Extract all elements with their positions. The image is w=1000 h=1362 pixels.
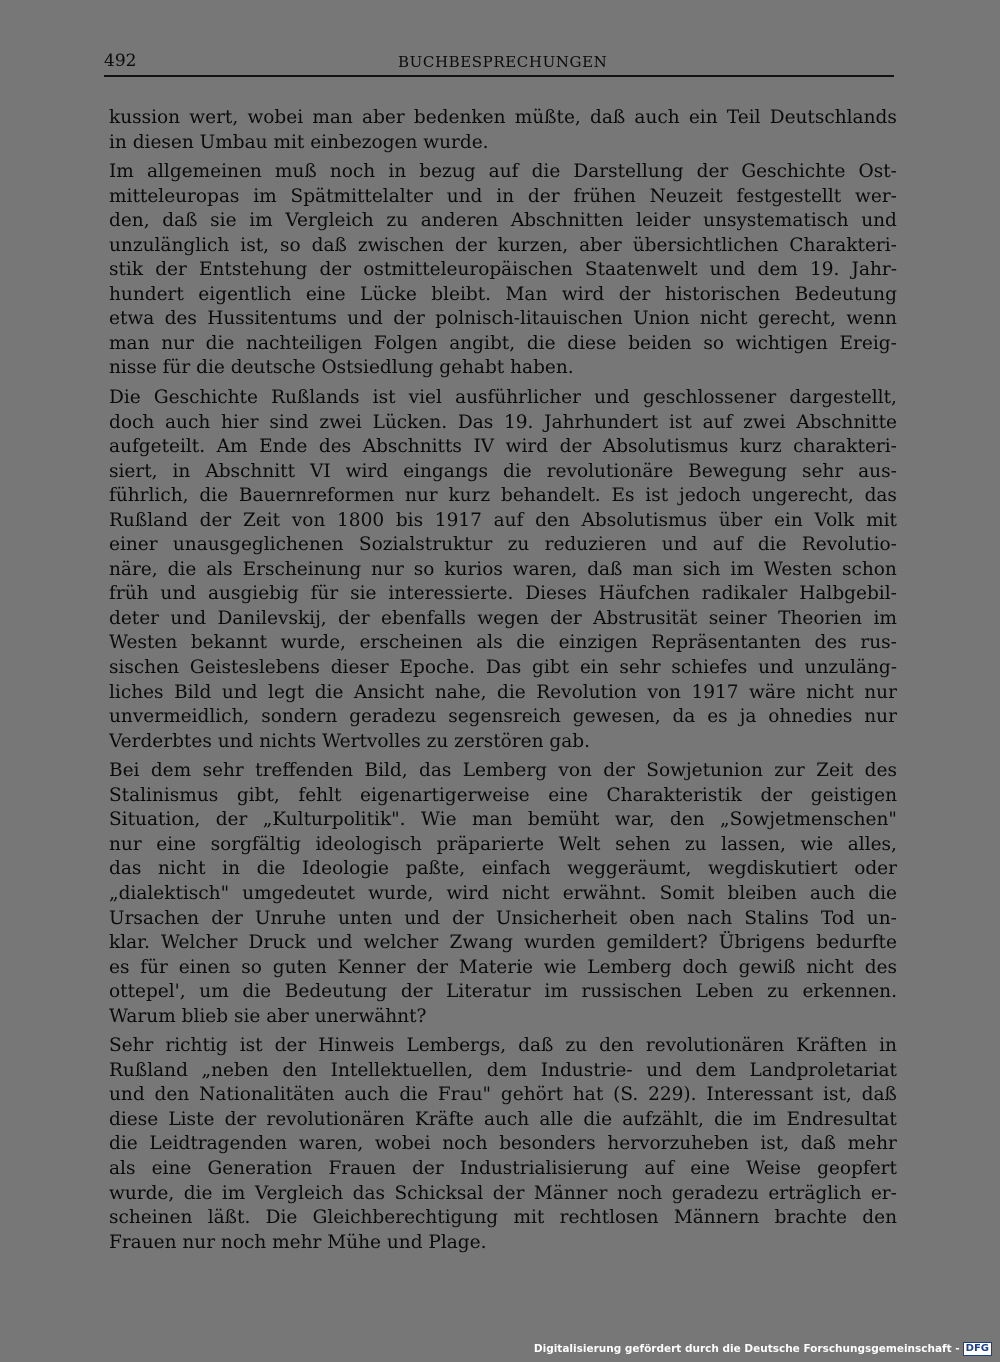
text-line: hundert eigentlich eine Lücke bleibt. Man wird der historischen Bedeutung [109,283,897,305]
text-line: etwa des Hussitentums und der polnisch-litauischen Union nicht gerecht, wenn [109,308,897,330]
paragraph [109,386,897,754]
text-line: siert, in Abschnitt VI wird eingangs die revolutionäre Bewegung sehr aus- [109,460,897,482]
text-line: einer unausgeglichenen Sozialstruktur zu reduzieren und auf die Revolutio- [109,534,897,556]
text-line: Warum blieb sie aber unerwähnt? [109,1005,427,1027]
paragraph [109,1034,897,1255]
text-line: man nur die nachteiligen Folgen angibt, die diese beiden so wichtigen Ereig- [109,332,897,354]
text-line: Situation, der „Kulturpolitik". Wie man bemüht war, den „Sowjetmenschen" [109,809,897,831]
text-line: Verderbtes und nichts Wertvolles zu zerstören gab. [109,730,590,752]
text-line: mitteleuropas im Spätmittelalter und in der frühen Neuzeit festgestellt wer- [109,185,897,207]
text-line: nur eine sorgfältig ideologisch präparierte Welt sehen zu lassen, wie alles, [109,833,897,855]
paragraph [109,759,897,1029]
page-number: 492 [104,51,137,71]
text-line: unvermeidlich, sondern geradezu segensreich gewesen, da es ja ohnedies nur [109,706,897,728]
footer-credit-text: Digitalisierung gefördert durch die Deutsche Forschungsgemeinschaft - [533,1343,960,1355]
text-line: Bei dem sehr treffenden Bild, das Lemberg von der Sowjetunion zur Zeit des [109,760,897,782]
running-head: BUCHBESPRECHUNGEN [398,53,608,71]
text-line: Im allgemeinen muß noch in bezug auf die Darstellung der Geschichte Ost- [109,161,897,183]
text-line: führlich, die Bauernreformen nur kurz behandelt. Es ist jedoch ungerecht, das [109,485,897,507]
text-line: wurde, die im Vergleich das Schicksal der Männer noch geradezu erträglich er- [109,1182,897,1204]
text-line: doch auch hier sind zwei Lücken. Das 19. Jahrhundert ist auf zwei Abschnitte [109,411,897,433]
text-line: Die Geschichte Rußlands ist viel ausführlicher und geschlossener dargestellt, [109,387,897,409]
text-line: Stalinismus gibt, fehlt eigenartigerweise eine Charakteristik der geistigen [109,784,897,806]
text-line: und den Nationalitäten auch die Frau" gehört hat (S. 229). Interessant ist, daß [109,1084,897,1106]
text-line: unzulänglich ist, so daß zwischen der kurzen, aber übersichtlichen Charakteri- [109,234,897,256]
text-line: näre, die als Erscheinung nur so kurios waren, daß man sich im Westen schon [109,558,897,580]
text-line: Westen bekannt wurde, erscheinen als die einzigen Repräsentanten des rus- [109,632,897,654]
text-line: sischen Geisteslebens dieser Epoche. Das gibt ein sehr schiefes und unzuläng- [109,657,897,679]
text-line: als eine Generation Frauen der Industrialisierung auf eine Weise geopfert [109,1157,897,1179]
text-line: Ursachen der Unruhe unten und der Unsicherheit oben nach Stalins Tod un- [109,907,897,929]
text-line: es für einen so guten Kenner der Materie wie Lemberg doch gewiß nicht des [109,956,897,978]
header-rule [104,75,894,77]
text-line: kussion wert, wobei man aber bedenken müßte, daß auch ein Teil Deutschlands [109,107,897,128]
text-line: liches Bild und legt die Ansicht nahe, die Revolution von 1917 wäre nicht nur [109,681,897,703]
text-line: diese Liste der revolutionären Kräfte auch alle die aufzählt, die im Endresultat [109,1108,897,1130]
text-line: „dialektisch" umgedeutet wurde, wird nicht erwähnt. Somit bleiben auch die [109,882,897,904]
body-text [109,106,897,1260]
text-line: aufgeteilt. Am Ende des Abschnitts IV wird der Absolutismus kurz charakteri- [109,436,897,458]
paragraph [109,160,897,381]
text-line: Rußland „neben den Intellektuellen, dem Industrie- und dem Landproletariat [109,1059,897,1081]
text-line: nisse für die deutsche Ostsiedlung gehabt haben. [109,357,574,379]
text-line: den, daß sie im Vergleich zu anderen Abschnitten leider unsystematisch und [109,210,897,232]
text-line: ottepel', um die Bedeutung der Literatur im russischen Leben zu erkennen. [109,981,897,1003]
text-line: deter und Danilevskij, der ebenfalls wegen der Abstrusität seiner Theorien im [109,607,897,629]
footer-credit [534,1342,992,1356]
text-line: klar. Welcher Druck und welcher Zwang wurden gemildert? Übrigens bedurfte [109,932,897,954]
text-line: früh und ausgiebig für sie interessierte. Dieses Häufchen radikaler Halbgebil- [109,583,897,605]
text-line: stik der Entstehung der ostmitteleuropäischen Staatenwelt und dem 19. Jahr- [109,259,897,281]
text-line: Sehr richtig ist der Hinweis Lembergs, daß zu den revolutionären Kräften in [109,1035,897,1057]
text-line: Rußland der Zeit von 1800 bis 1917 auf den Absolutismus über ein Volk mit [109,509,897,531]
text-line: die Leidtragenden waren, wobei noch besonders hervorzuheben ist, daß mehr [109,1133,897,1155]
text-line: das nicht in die Ideologie paßte, einfach weggeräumt, wegdiskutiert oder [109,858,897,880]
text-line: scheinen läßt. Die Gleichberechtigung mit rechtlosen Männern brachte den [109,1207,897,1229]
paragraph [109,106,897,155]
text-line: Frauen nur noch mehr Mühe und Plage. [109,1231,487,1253]
text-line: in diesen Umbau mit einbezogen wurde. [109,131,489,153]
dfg-logo: DFG [963,1342,992,1356]
